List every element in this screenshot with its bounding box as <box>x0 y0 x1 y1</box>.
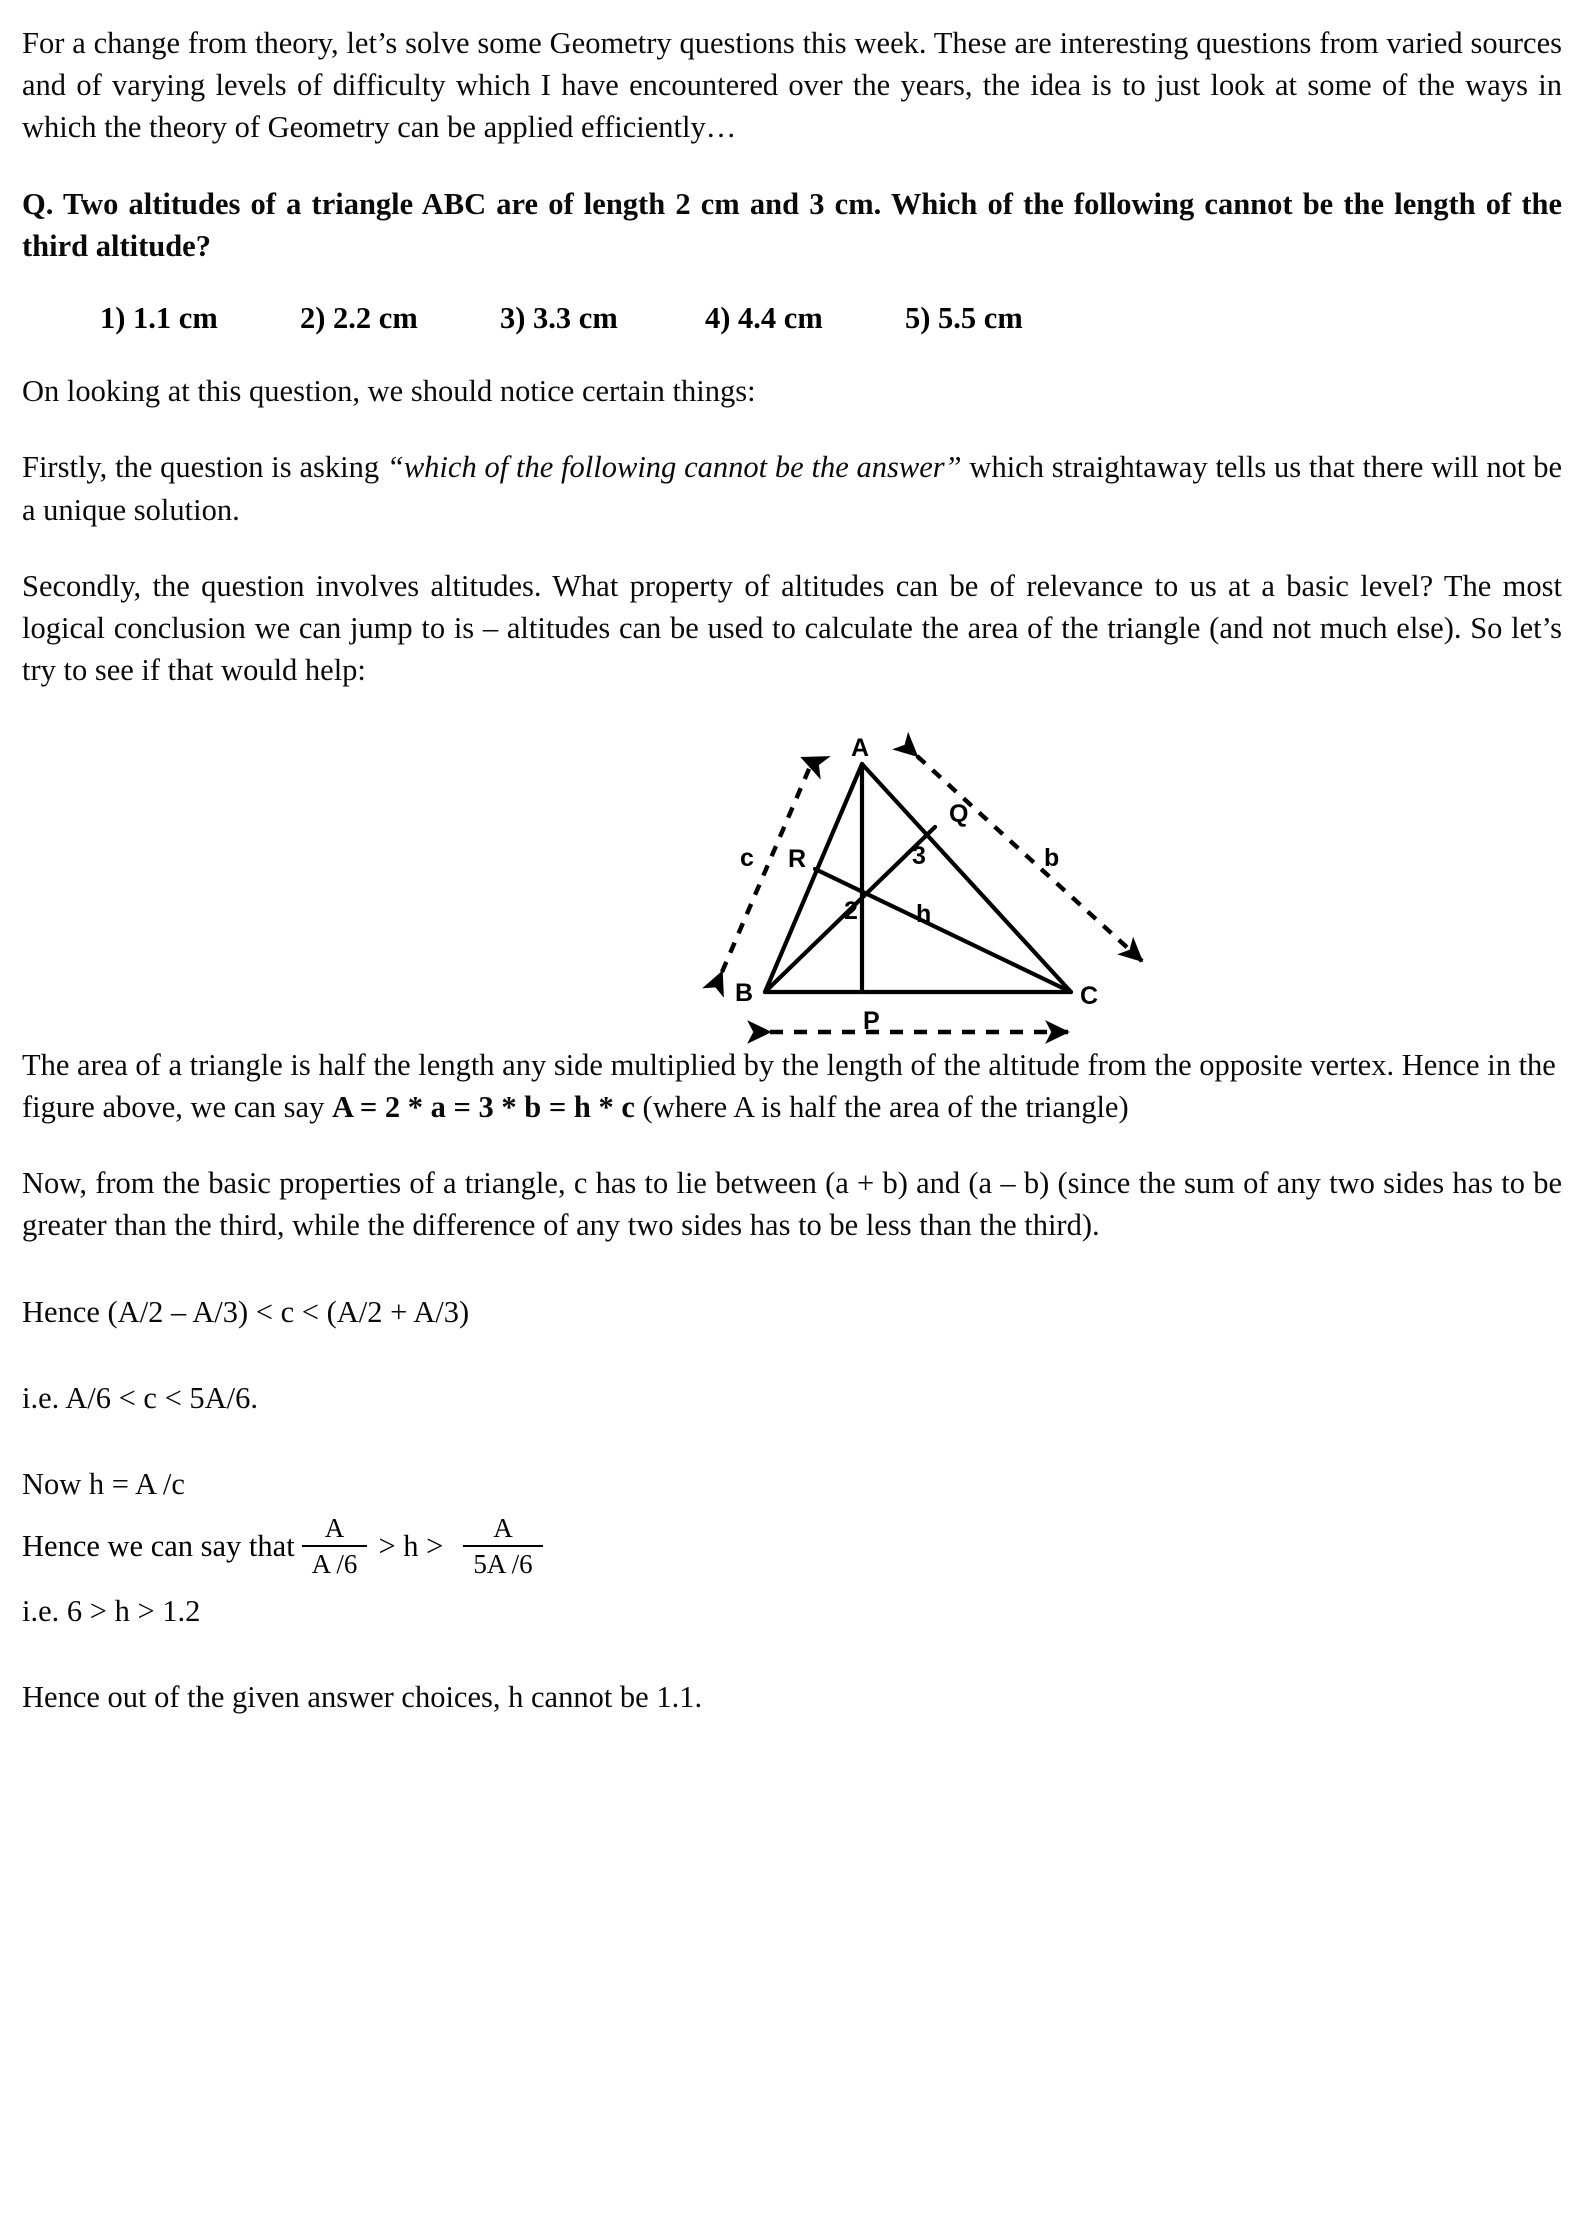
spacer-after-question <box>22 267 1562 301</box>
spacer-after-properties <box>22 1247 1562 1291</box>
spacer-top <box>22 0 1562 22</box>
firstly-part2: which straightaway tells us that there will not be a unique solution. <box>22 450 1562 527</box>
triangle-figure <box>22 714 1562 1044</box>
area-part2: (where A is half the area of the triangle) <box>634 1089 1129 1124</box>
spacer-after-ie <box>22 1419 1562 1463</box>
spacer-after-area <box>22 1128 1562 1162</box>
triangle-diagram-svg <box>22 714 1562 1044</box>
now-h-line: Now h = A /c <box>22 1466 185 1501</box>
fraction-right-denominator: 5A /6 <box>463 1545 542 1579</box>
area-paragraph <box>22 1044 1562 1128</box>
option-5[interactable]: 5) 5.5 cm <box>905 301 1023 336</box>
spacer-before-figure <box>22 692 1562 714</box>
conclusion-line: Hence out of the given answer choices, h cannot be 1.1. <box>22 1679 703 1714</box>
spacer-after-intro <box>22 149 1562 183</box>
label-foot-r: R <box>788 844 807 873</box>
side-ab-line <box>765 764 862 992</box>
triangle-outline <box>765 764 1071 992</box>
fraction-left-denominator: A /6 <box>302 1545 368 1579</box>
label-altitude-2: 2 <box>844 896 858 925</box>
option-3[interactable]: 3) 3.3 cm <box>500 301 618 336</box>
ie-inequality-line: i.e. A/6 < c < 5A/6. <box>22 1380 259 1415</box>
intro-paragraph: For a change from theory, let’s solve some Geometry questions this week. These are interesting questions from varied sources and of varying levels of difficulty which I have encountered over the years, the idea is to just look at some of the ways in which the theory of Geometry can be applied efficiently… <box>22 26 1562 145</box>
option-4[interactable]: 4) 4.4 cm <box>705 301 823 336</box>
firstly-paragraph <box>22 446 1562 530</box>
answer-options-row <box>22 301 1562 336</box>
label-altitude-h: h <box>916 899 932 928</box>
spacer-after-options <box>22 336 1562 370</box>
properties-paragraph: Now, from the basic properties of a triangle, c has to lie between (a + b) and (a – b) (since the sum of any two sides has to be greater than the third, while the difference of any two sides has to be less than the third). <box>22 1166 1562 1243</box>
label-side-b: b <box>1044 843 1060 872</box>
question-text: Q. Two altitudes of a triangle ABC are of length 2 cm and 3 cm. Which of the following cannot be the length of the third altitude? <box>22 186 1562 263</box>
frac-lead-text: Hence we can say that <box>22 1528 295 1563</box>
notice-line: On looking at this question, we should notice certain things: <box>22 374 756 409</box>
fraction-left <box>302 1513 368 1579</box>
fraction-right-numerator: A <box>493 1513 513 1544</box>
hence-we-can-say-line <box>22 1513 1562 1579</box>
firstly-quote: “which of the following cannot be the answer” <box>386 450 962 485</box>
spacer-before-frac <box>22 1505 1562 1513</box>
area-formula: A = 2 * a = 3 * b = h * c <box>331 1089 635 1124</box>
label-foot-p: P <box>863 1006 880 1035</box>
altitude-cr-line <box>815 869 1071 992</box>
fraction-right <box>463 1513 542 1579</box>
label-altitude-3: 3 <box>912 841 926 870</box>
option-2[interactable]: 2) 2.2 cm <box>300 301 418 336</box>
inequality-operator: > h > <box>378 1528 444 1563</box>
label-vertex-b: B <box>735 978 754 1007</box>
label-foot-q: Q <box>949 799 969 828</box>
label-vertex-a: A <box>851 733 870 762</box>
spacer-after-firstly <box>22 531 1562 565</box>
spacer-after-hence <box>22 1333 1562 1377</box>
firstly-part1: Firstly, the question is asking <box>22 450 387 485</box>
label-side-c: c <box>740 843 754 872</box>
option-1[interactable]: 1) 1.1 cm <box>100 301 218 336</box>
hence-inequality-line: Hence (A/2 – A/3) < c < (A/2 + A/3) <box>22 1294 470 1329</box>
fraction-left-numerator: A <box>324 1513 345 1544</box>
label-vertex-c: C <box>1080 981 1099 1010</box>
area-part1: The area of a triangle is half the length any side multiplied by the length of the altitude from the opposite vertex. Hence in the figure above, we can say <box>22 1047 1556 1124</box>
secondly-paragraph: Secondly, the question involves altitudes. What property of altitudes can be of relevance to us at a basic level? The most logical conclusion we can jump to is – altitudes can be used to calculate the area of the triangle (and not much else). So let’s try to see if that would help: <box>22 568 1562 688</box>
spacer-after-notice <box>22 412 1562 446</box>
spacer-before-conclusion <box>22 1632 1562 1676</box>
spacer-after-frac <box>22 1580 1562 1590</box>
ie-range-line: i.e. 6 > h > 1.2 <box>22 1593 201 1628</box>
